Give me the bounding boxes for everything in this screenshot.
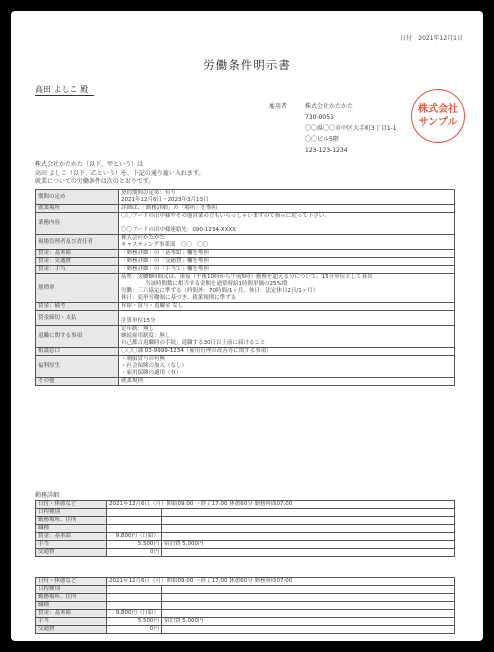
detail-value [107,509,162,517]
condition-value-line: ・制服貸与の有無 [121,356,166,362]
detail-extra-value [162,525,455,533]
condition-row [36,258,455,266]
condition-value-line: ・雇用保険の適用（有） [121,370,182,376]
employer-block [269,101,397,156]
detail-extra-value: 宿泊費 5,000円 [162,618,455,626]
condition-value-line: 定年制：無し [121,326,155,332]
detail-row [36,578,455,586]
condition-row [36,326,455,348]
condition-value [119,378,455,386]
detail-extra-value [162,533,455,541]
employer-name: 株式会社かたかた [305,103,354,110]
condition-label: その他 [36,378,119,386]
detail-row [36,610,455,618]
condition-label: 割増率 [36,274,119,303]
detail-label: 交通費 [36,626,107,634]
condition-value [119,348,455,356]
detail-value: 9,800円（日給） [107,610,162,618]
detail-value [107,602,162,610]
intro-line: 高田 よしこ（以下、乙という）を、下記の通り雇い入れます。 [35,169,205,177]
condition-row [36,356,455,378]
condition-row [36,190,455,205]
conditions-table [35,189,455,386]
detail-extra-value: 宿泊費 5,000円 [162,541,455,549]
condition-value-line: 昇給・賞与・退職金 なし [121,303,184,309]
condition-label: 賃金：備考 [36,303,119,311]
condition-row [36,348,455,356]
detail-row [36,618,455,626]
condition-value-line [121,311,452,318]
work-detail-table [35,500,455,557]
condition-value [119,235,455,250]
detail-label: 交通費 [36,549,107,557]
condition-label: 福利厚生 [36,356,119,378]
detail-label: 日程種別 [36,509,107,517]
company-seal [411,89,465,143]
detail-label: 職種 [36,602,107,610]
condition-row [36,303,455,311]
condition-label: 退職に関する事項 [36,326,119,348]
intro-text [35,161,204,187]
detail-label: 勤務場所、住所 [36,517,107,525]
condition-label: 賃金締切・支払 [36,311,119,326]
document-title: 労働条件明示書 [203,58,291,72]
detail-row [36,586,455,594]
condition-value-line: 「勤務詳細」の「手当て」欄を参照 [121,266,210,272]
detail-row [36,501,455,509]
detail-row [36,525,455,533]
detail-value: 0円 [107,549,162,557]
detail-row [36,533,455,541]
issue-date: 日付 2021年12月1日 [400,35,463,42]
detail-label: 勤務場所、住所 [36,594,107,602]
detail-row [36,602,455,610]
intro-line: 就業についての労働条件は次のとおりです。 [35,178,155,185]
detail-value: 5,500円 [107,618,162,626]
detail-row [36,509,455,517]
detail-label: 日付・休憩など [36,578,107,586]
condition-value-line: 「勤務詳細」の「基本給」欄を参照 [121,250,210,256]
condition-value [119,356,455,378]
condition-value [119,266,455,274]
condition-row [36,274,455,303]
condition-value-line: 就業規則 [121,378,144,384]
condition-row [36,250,455,258]
detail-value [107,586,162,594]
condition-label: 賃金：交通費 [36,258,119,266]
condition-value [119,250,455,258]
detail-extra-value [162,586,455,594]
condition-label: 業務内容 [36,213,119,235]
condition-row [36,213,455,235]
condition-value-line: 労働：三六協定に準ずる（時間外：70時間/1ヶ月、休日：法定休日2日/1ヶ月） [121,288,319,294]
detail-label: 手当 [36,541,107,549]
detail-label: 賃金：基本給 [36,533,107,541]
detail-label: 職種 [36,525,107,533]
detail-value [107,525,162,533]
detail-value: 0円 [107,626,162,634]
condition-value-line: 自己都合退職時の手続：退職する30日以上前に届けること [121,340,266,346]
detail-row [36,517,455,525]
detail-row [36,541,455,549]
employer-label: 雇用者 [269,103,288,110]
detail-label: 日付・休憩など [36,501,107,509]
condition-row [36,311,455,326]
detail-row [36,549,455,557]
detail-section-title: 勤務詳細 [35,492,60,499]
detail-extra-value [162,594,455,602]
condition-value-line: キャスティング事業部 〇〇 〇〇 [121,242,209,248]
condition-value-line: 継続雇用制度：無し [121,333,171,339]
employer-name-line [269,101,397,112]
condition-value-line: ・社会保険の加入（なし） [121,363,188,369]
condition-value [119,303,455,311]
condition-value-line: 〇〇〇課 03-9999-1234（雇用管理の改善等に関する事項） [121,348,272,354]
detail-extra-value [162,509,455,517]
condition-value-line: 「勤務詳細」の「交通費」欄を参照 [121,258,210,264]
condition-value [119,274,455,303]
condition-value [119,205,455,213]
condition-value [119,213,455,235]
detail-value [107,517,162,525]
employer-address: 〇〇県〇〇市中区大手町3丁目1-1 [305,125,397,132]
condition-value-line: 計算単位15分 [121,318,156,324]
condition-value-line: 株式会社かたかた [121,235,166,241]
detail-value: 9,800円（日給） [107,533,162,541]
condition-value [119,258,455,266]
condition-value-line: 当該時間数に相当する金額を通常時給1時間単価の25%増 [145,281,288,287]
condition-row [36,205,455,213]
seal-line: 株式会社 [418,104,458,115]
condition-value-line: 基準：実働8時間又は、深夜（午後10時から午前5時）勤務を超える分について、15分単位として算出 [121,274,373,280]
condition-value-line: 〇〇フードの田中様連絡先：090-1234-XXXX [121,227,236,233]
detail-value: 5,500円 [107,541,162,549]
condition-value-line: 休日：変形労働制に基づき、就業規則に準ずる [121,295,237,301]
detail-label: 日程種別 [36,586,107,594]
document-page [11,11,483,641]
condition-label: 就業場所 [36,205,119,213]
employer-phone: 123-123-1234 [305,147,348,154]
condition-row [36,235,455,250]
condition-row [36,378,455,386]
detail-extra-value [162,549,455,557]
employer-building: 〇〇ビル5階 [305,136,339,143]
condition-value-line: 契約期間の定め：有り [121,190,177,196]
condition-row [36,266,455,274]
condition-label: 期間の定め [36,190,119,205]
detail-value: 2021年12月6日（月）開始09:00 〜終了17:00 休憩60分 勤務時間07:00 [107,501,455,509]
condition-value [119,326,455,348]
work-detail-table [35,577,455,634]
condition-label: 現場管理者及び責任者 [36,235,119,250]
detail-extra-value [162,626,455,634]
employer-postal: 730-0051 [305,114,334,121]
detail-value [107,594,162,602]
condition-value-line: 2021年12月6日〜2023年3月13日 [121,197,209,203]
seal-line: サンプル [418,117,458,128]
detail-value: 2021年12月6日（月）開始09:00 〜終了17:00 休憩60分 勤務時間07:00 [107,578,455,586]
detail-label: 賃金：基本給 [36,610,107,618]
condition-label: 賃金：手当 [36,266,119,274]
detail-extra-value [162,602,455,610]
condition-value-line: 詳細は、「勤務詳細」の「場所」を参照 [121,205,218,211]
detail-extra-value [162,517,455,525]
condition-value [119,311,455,326]
condition-value-line: 〇〇フードの田中様やその他営業の方もいらっしゃいますので指示に従って下さい。 [121,213,330,219]
condition-value-line [121,220,452,227]
condition-label: 相談窓口 [36,348,119,356]
intro-line: 株式会社かたかた（以下、甲という）は [35,161,144,168]
condition-value [119,190,455,205]
condition-label: 賃金：基本給 [36,250,119,258]
detail-row [36,626,455,634]
addressee: 高田 よしこ 殿 [35,85,94,96]
detail-extra-value [162,610,455,618]
detail-row [36,594,455,602]
detail-label: 手当 [36,618,107,626]
